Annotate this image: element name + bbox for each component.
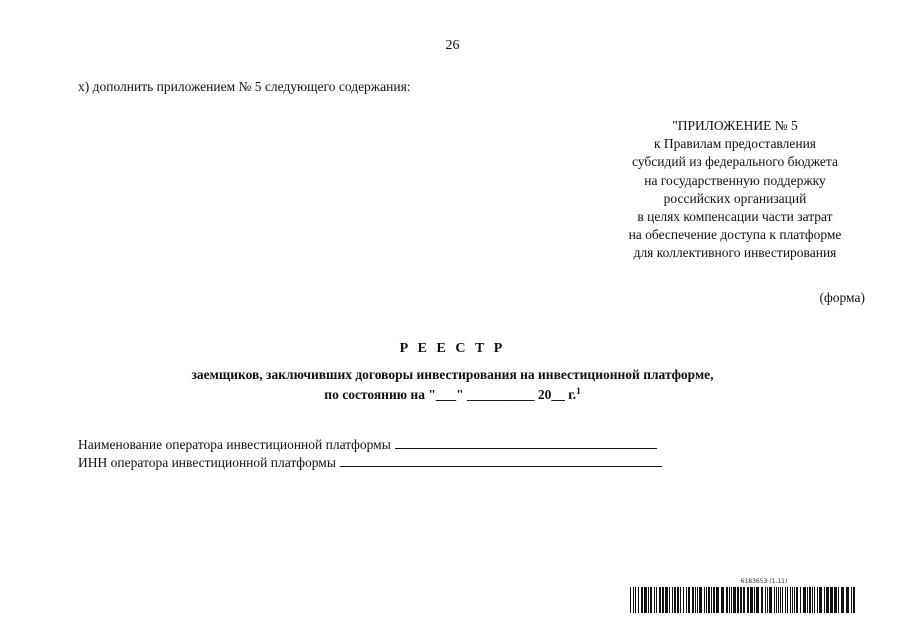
footnote-mark: 1: [576, 386, 581, 396]
operator-inn-row: [78, 454, 662, 472]
appendix-line: российских организаций: [663, 190, 807, 206]
form-label: (форма): [819, 290, 865, 305]
operator-name-fill-line[interactable]: [395, 436, 657, 449]
operator-name-row: [78, 436, 662, 454]
barcode-text: 6183653 (1.11): [740, 578, 788, 585]
page-number: 26: [445, 38, 460, 53]
appendix-line: для коллективного инвестирования: [633, 245, 837, 261]
barcode-block: [630, 578, 858, 613]
document-title: Р Е Е С Т Р: [399, 341, 506, 356]
operator-name-label: Наименование оператора инвестиционной платформы: [78, 437, 391, 452]
fields-block: [78, 436, 662, 472]
document-subtitle: [0, 366, 905, 403]
barcode-icon: [630, 587, 858, 613]
appendix-block: [600, 117, 870, 263]
appendix-line: на обеспечение доступа к платформе: [628, 227, 842, 243]
operator-inn-label: ИНН оператора инвестиционной платформы: [78, 455, 336, 470]
operator-inn-fill-line[interactable]: [340, 454, 662, 467]
appendix-line: в целях компенсации части затрат: [637, 209, 833, 225]
subtitle-line-2: [0, 383, 905, 403]
subtitle-line-2-text: по состоянию на "___" __________ 20__ г.: [324, 387, 577, 402]
appendix-line: к Правилам предоставления: [653, 136, 817, 152]
subtitle-line-1: заемщиков, заключивших договоры инвестирования на инвестиционной платформе,: [191, 367, 714, 382]
appendix-line: "ПРИЛОЖЕНИЕ № 5: [672, 118, 798, 133]
intro-text: х) дополнить приложением № 5 следующего содержания:: [78, 79, 411, 94]
appendix-line: субсидий из федерального бюджета: [632, 154, 838, 170]
appendix-line: на государственную поддержку: [644, 172, 826, 188]
